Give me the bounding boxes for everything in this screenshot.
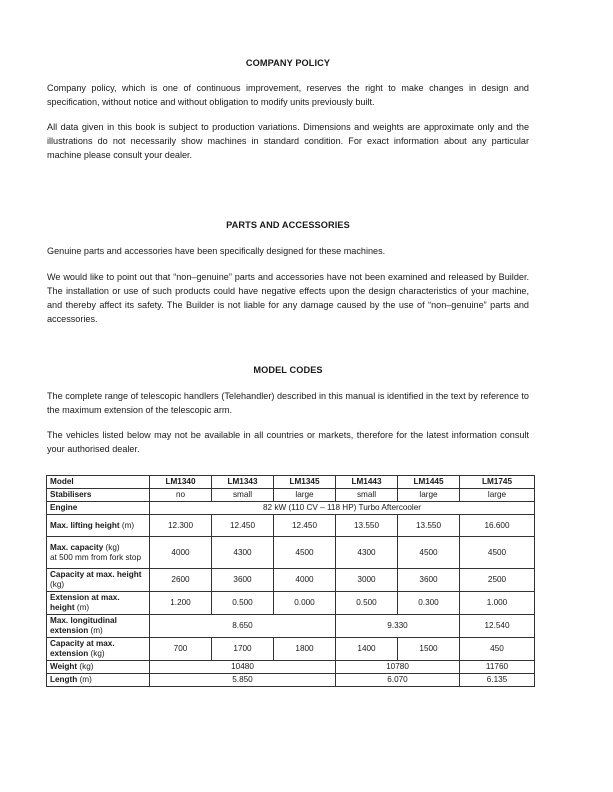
table-cell: 4500 — [398, 537, 460, 569]
table-cell: 0.500 — [336, 592, 398, 615]
row-label-max-longitudinal-extension: Max. longitudinal extension — [50, 616, 117, 635]
table-cell: 450 — [460, 638, 535, 661]
table-cell: 1700 — [212, 638, 274, 661]
row-label-extension-max-height: Extension at max. height — [50, 593, 120, 612]
table-cell: 10780 — [336, 661, 460, 674]
table-cell: small — [212, 489, 274, 502]
table-cell: no — [150, 489, 212, 502]
unit-label: (m) — [121, 520, 135, 530]
model-lm1345: LM1345 — [289, 477, 320, 486]
table-row-capacity-max-extension — [47, 638, 535, 661]
table-cell: 4300 — [336, 537, 398, 569]
table-cell: 5.850 — [150, 674, 336, 687]
row-label-max-capacity: Max. capacity — [50, 542, 104, 552]
table-row-max-capacity — [47, 537, 535, 569]
table-cell: 16.600 — [460, 515, 535, 537]
unit-label: (kg) — [90, 649, 105, 658]
unit-label: (kg) — [105, 542, 120, 552]
parts-accessories-paragraph-1: Genuine parts and accessories have been specifically designed for these machines. — [47, 246, 386, 256]
table-cell: 12.540 — [460, 615, 535, 638]
company-policy-paragraph-1: Company policy, which is one of continuous improvement, reserves the right to make changes in design and specification, without notice and without obligation to modify units previously built. — [47, 83, 529, 107]
table-cell: 4500 — [460, 537, 535, 569]
model-codes-paragraph-1: The complete range of telescopic handlers (Telehandler) described in this manual is identified in the text by reference to the maximum extension of the telescopic arm. — [47, 391, 529, 415]
table-row-header — [47, 476, 535, 489]
company-policy-paragraph-2: All data given in this book is subject to production variations. Dimensions and weights are approximate only and the illustrations do not necessarily show machines in standard condition. For exact information about any particular machine please consult your dealer. — [47, 122, 529, 160]
table-row-max-lifting-height — [47, 515, 535, 537]
table-row-capacity-max-height — [47, 569, 535, 592]
table-cell: 9.330 — [336, 615, 460, 638]
table-cell: small — [336, 489, 398, 502]
model-codes-paragraph-2: The vehicles listed below may not be available in all countries or markets, therefore for the latest information consult your authorised dealer. — [47, 430, 529, 454]
table-cell: 0.500 — [212, 592, 274, 615]
table-cell: 1.200 — [150, 592, 212, 615]
row-sublabel: at 500 mm from fork stop — [50, 552, 142, 562]
unit-label: (m) — [79, 675, 92, 684]
table-cell: 6.135 — [460, 674, 535, 687]
model-specs-table — [46, 475, 535, 687]
table-row-extension-max-height — [47, 592, 535, 615]
table-cell: 11760 — [460, 661, 535, 674]
table-row-engine — [47, 502, 535, 515]
table-row-weight — [47, 661, 535, 674]
table-cell: 4500 — [274, 537, 336, 569]
unit-label: (kg) — [50, 580, 65, 589]
model-codes-heading: MODEL CODES — [253, 365, 323, 375]
table-cell: large — [274, 489, 336, 502]
table-cell: large — [398, 489, 460, 502]
row-label-engine: Engine — [50, 503, 78, 512]
row-label-length: Length — [50, 675, 78, 684]
company-policy-heading: COMPANY POLICY — [245, 58, 331, 68]
table-cell: 3600 — [398, 569, 460, 592]
model-lm1745: LM1745 — [481, 477, 513, 486]
table-cell: 4300 — [212, 537, 274, 569]
table-cell: large — [460, 489, 535, 502]
row-label-capacity-max-extension: Capacity at max. extension — [50, 639, 115, 658]
table-cell: 1800 — [274, 638, 336, 661]
table-cell: 13.550 — [336, 515, 398, 537]
table-cell: 4000 — [150, 537, 212, 569]
model-lm1443: LM1443 — [351, 477, 382, 486]
table-cell: 4000 — [274, 569, 336, 592]
table-cell: 12.450 — [274, 515, 336, 537]
table-cell: 12.300 — [150, 515, 212, 537]
table-cell: 1500 — [398, 638, 460, 661]
table-cell: 2600 — [150, 569, 212, 592]
unit-label: (m) — [76, 603, 90, 612]
unit-label: (m) — [90, 626, 103, 635]
table-cell: 8.650 — [150, 615, 336, 638]
table-cell: 2500 — [460, 569, 535, 592]
row-label-model: Model — [50, 477, 74, 486]
table-cell: 700 — [150, 638, 212, 661]
row-label-capacity-max-height: Capacity at max. height — [50, 570, 142, 579]
table-cell: 0.000 — [274, 592, 336, 615]
table-cell: 3600 — [212, 569, 274, 592]
table-cell: 3000 — [336, 569, 398, 592]
table-cell: 1.000 — [460, 592, 535, 615]
model-lm1343: LM1343 — [227, 477, 258, 486]
model-lm1340: LM1340 — [165, 477, 196, 486]
row-label-weight: Weight — [50, 662, 78, 671]
table-row-stabilisers — [47, 489, 535, 502]
table-cell: 13.550 — [398, 515, 460, 537]
table-row-max-longitudinal-extension — [47, 615, 535, 638]
row-label-max-lifting-height: Max. lifting height — [50, 520, 120, 530]
table-cell: 82 kW (110 CV – 118 HP) Turbo Aftercooler — [150, 502, 535, 515]
table-cell: 6.070 — [336, 674, 460, 687]
parts-accessories-heading: PARTS AND ACCESSORIES — [226, 220, 350, 230]
table-cell: 12.450 — [212, 515, 274, 537]
table-row-length — [47, 674, 535, 687]
table-cell: 0.300 — [398, 592, 460, 615]
table-cell: 10480 — [150, 661, 336, 674]
parts-accessories-paragraph-2: We would like to point out that “non–genuine” parts and accessories have not been examined and released by Builder. The installation or use of such products could have negative effects upon the design characteristics of your machine, and thereby affect its safety. The Builder is not liable for any damage caused by the use of “non–genuine” parts and accessories. — [47, 272, 529, 324]
unit-label: (kg) — [79, 662, 94, 671]
table-cell: 1400 — [336, 638, 398, 661]
row-label-stabilisers: Stabilisers — [50, 490, 92, 499]
model-lm1445: LM1445 — [413, 477, 444, 486]
